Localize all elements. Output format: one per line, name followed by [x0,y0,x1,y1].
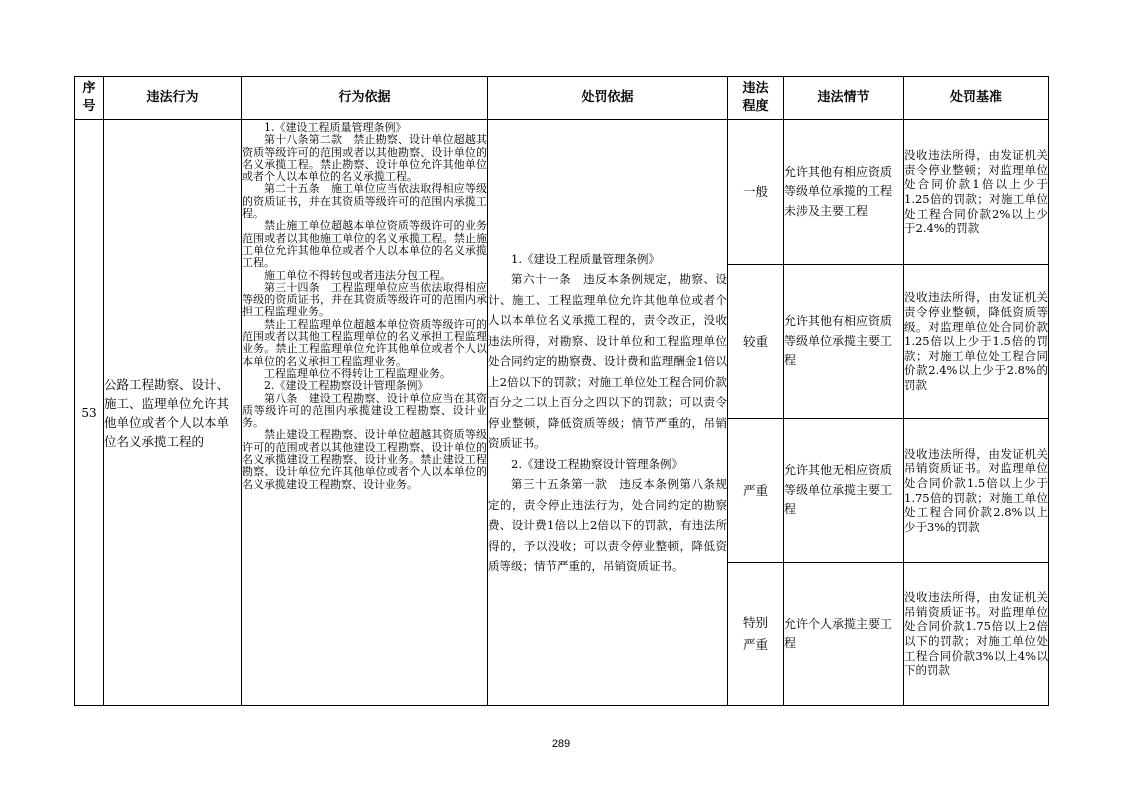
degree-general: 一般 [728,120,784,265]
basis-paragraph: 第八条 建设工程勘察、设计单位应当在其资质等级许可的范围内承揽建设工程勘察、设计业务。 [242,391,487,430]
header-degree [728,77,784,120]
basis-paragraph: 施工单位不得转包或者违法分包工程。 [264,268,451,282]
standard-general: 没收违法所得，由发证机关责令停业整顿；对监理单位处合同价款1倍以上少于1.25倍的罚款；对施工单位处工程合同价款2%以上少于2.4%的罚款 [904,120,1049,265]
circumstance-especially-severe: 允许个人承揽主要工程 [784,563,904,706]
header-row [75,77,1049,120]
row-violation: 公路工程勘察、设计、施工、监理单位允许其他单位或者个人以本单位名义承揽工程的 [104,120,242,706]
header-penalty-basis: 处罚依据 [488,77,728,120]
basis-paragraph: 1.《建设工程质量管理条例》 [264,121,407,134]
penalty-paragraph: 第三十五条第一款 违反本条例第八条规定的，责令停止违法行为，处合同约定的勘察费、设计费1倍以上2倍以下的罚款，有违法所得的，予以没收；可以责令停业整顿，降低资质等级；情节严重的，吊销资质证书。 [488,477,727,573]
header-standard: 处罚基准 [904,77,1049,120]
header-basis: 行为依据 [242,77,488,120]
standard-severe: 没收违法所得，由发证机关吊销资质证书。对监理单位处合同价款1.5倍以上少于1.75倍的罚款；对施工单位处工程合同价款2.8%以上少于3%的罚款 [904,419,1049,563]
basis-paragraph: 禁止工程监理单位超越本单位资质等级许可的范围或者以其他工程监理单位的名义承担工程监理业务。禁止工程监理单位允许其他单位或者个人以本单位的名义承担工程监理业务。 [242,317,487,368]
penalty-standard-table [74,76,1049,706]
circumstance-severe: 允许其他无相应资质等级单位承揽主要工程 [784,419,904,563]
degree-serious: 较重 [728,265,784,419]
penalty-paragraph: 2.《建设工程勘察设计管理条例》 [511,456,683,471]
basis-paragraph: 禁止建设工程勘察、设计单位超越其资质等级许可的范围或者以其他建设工程勘察、设计单位的名义承揽建设工程勘察、设计业务。禁止建设工程勘察、设计单位允许其他单位或者个人以本单位的名义承揽建设工程勘察、设计业务。 [242,428,487,491]
basis-paragraph: 第三十四条 工程监理单位应当依法取得相应等级的资质证书，并在其资质等级许可的范围内承担工程监理业务。 [242,280,487,319]
basis-paragraph: 第十八条第二款 禁止勘察、设计单位超越其资质等级许可的范围或者以其他勘察、设计单位的名义承揽工程。禁止勘察、设计单位允许其他单位或者个人以本单位的名义承揽工程。 [242,133,487,184]
page-number: 289 [551,738,571,750]
circumstance-general: 允许其他有相应资质等级单位承揽的工程未涉及主要工程 [784,120,904,265]
basis-paragraph: 第二十五条 施工单位应当依法取得相应等级的资质证书，并在其资质等级许可的范围内承揽工程。 [242,182,487,221]
degree-especially-severe-text: 特别严重 [742,615,768,652]
basis-paragraph: 禁止施工单位超越本单位资质等级许可的业务范围或者以其他施工单位的名义承揽工程。禁止施工单位允许其他单位或者个人以本单位的名义承揽工程。 [242,219,487,270]
header-violation: 违法行为 [104,77,242,120]
standard-especially-severe: 没收违法所得，由发证机关吊销资质证书。对监理单位处合同价款1.75倍以上2倍以下的罚款；对施工单位处工程合同价款3%以上4%以下的罚款 [904,563,1049,706]
header-seq-text: 序号 [82,81,96,114]
standard-serious: 没收违法所得，由发证机关责令停业整顿，降低资质等级。对监理单位处合同价款1.25倍以上少于1.5倍的罚款；对施工单位处工程合同价款2.4%以上少于2.8%的罚款 [904,265,1049,419]
row-behavior-basis [242,120,488,706]
row-penalty-basis [488,120,728,706]
header-degree-text: 违法程度 [742,81,769,114]
degree-especially-severe [728,563,784,706]
row-seq: 53 [75,120,104,706]
header-circumstance: 违法情节 [784,77,904,120]
table-row [75,120,1049,265]
circumstance-serious: 允许其他有相应资质等级单位承揽主要工程 [784,265,904,419]
basis-paragraph: 工程监理单位不得转让工程监理业务。 [264,366,451,380]
penalty-paragraph: 1.《建设工程质量管理条例》 [511,251,660,266]
penalty-paragraph: 第六十一条 违反本条例规定，勘察、设计、施工、工程监理单位允许其他单位或者个人以本单位名义承揽工程的，责令改正，没收违法所得，对勘察、设计单位和工程监理单位处合同约定的勘察费、设计费和监理酬金1倍以上2倍以下的罚款；对施工单位处工程合同价款百分之二以上百分之四以下的罚款；可以责令停业整顿，降低资质等级；情节严重的，吊销资质证书。 [488,272,727,450]
basis-paragraph: 2.《建设工程勘察设计管理条例》 [264,379,429,393]
header-seq [75,77,104,120]
degree-severe: 严重 [728,419,784,563]
